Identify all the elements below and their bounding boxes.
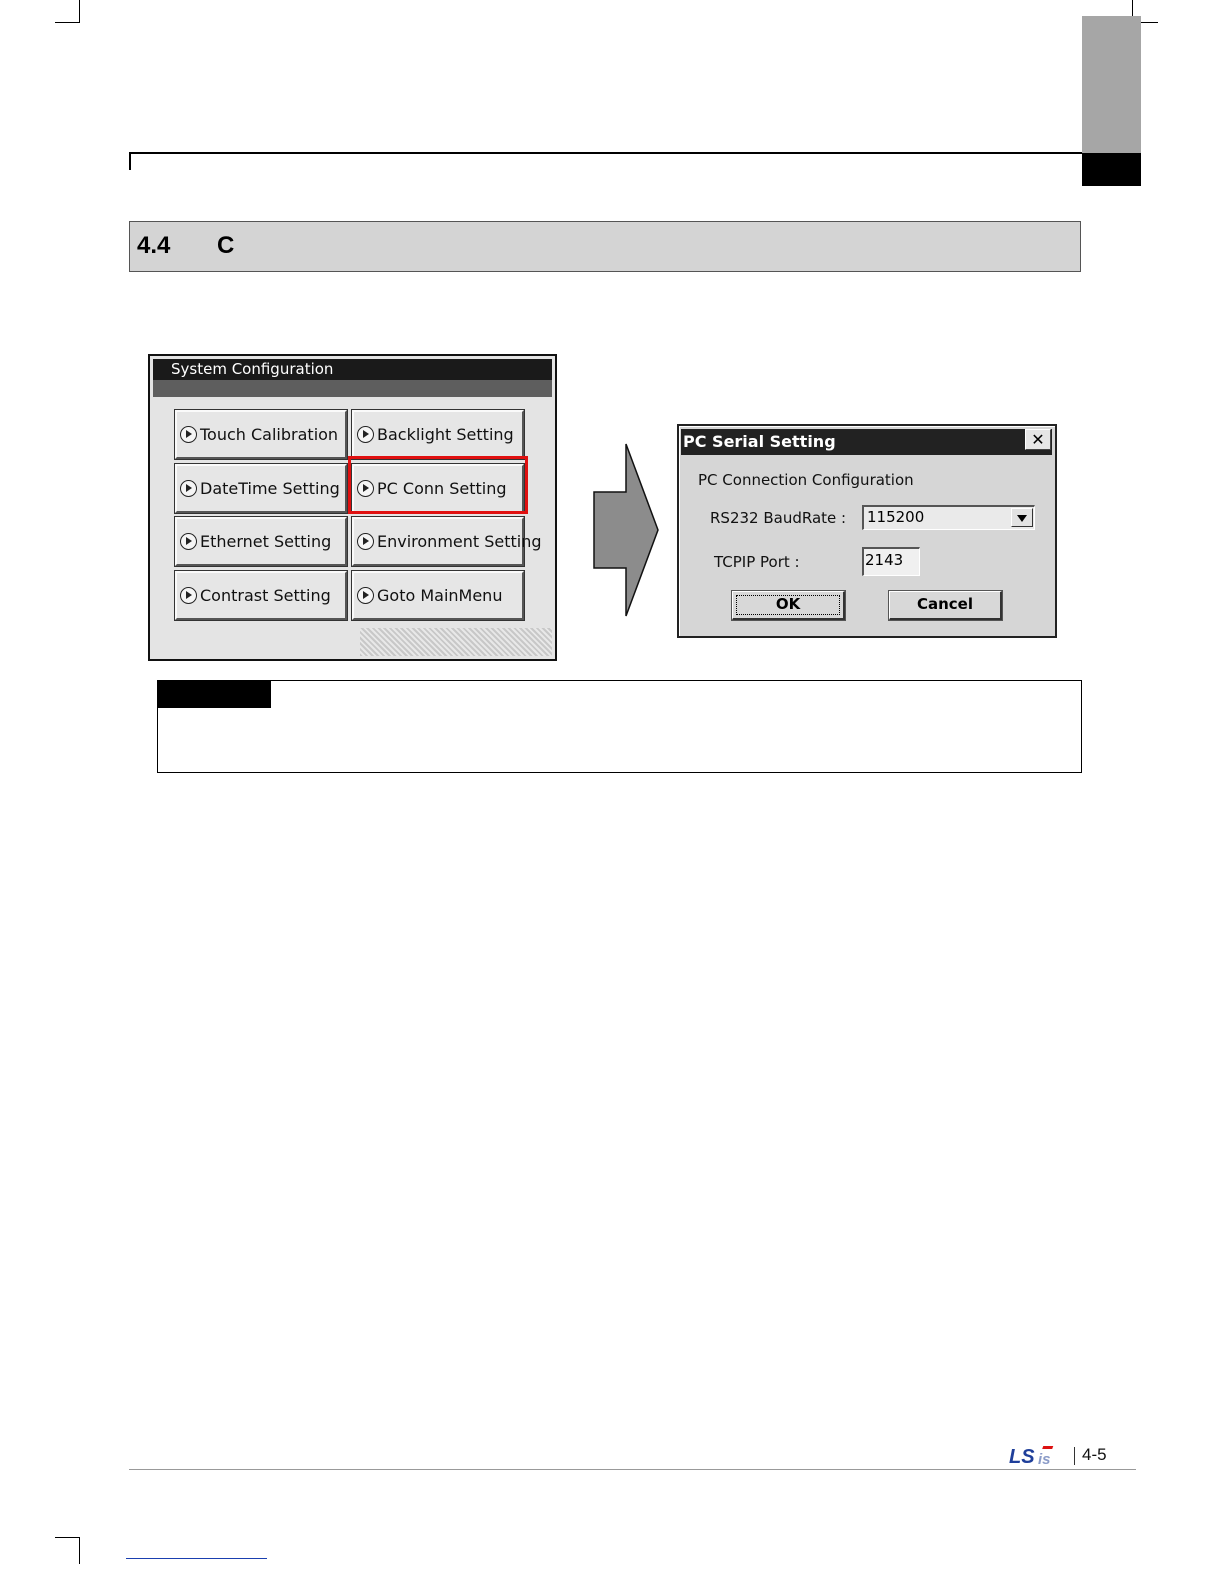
page-number: 4-5 bbox=[1082, 1445, 1107, 1464]
crop-mark-bottom-left-h bbox=[55, 1537, 80, 1538]
system-configuration-window bbox=[148, 354, 557, 661]
button-label: Environment Setting bbox=[377, 532, 542, 551]
note-tag bbox=[158, 681, 271, 708]
baudrate-label: RS232 BaudRate : bbox=[710, 509, 847, 527]
baudrate-value: 115200 bbox=[867, 508, 925, 526]
button-label: Backlight Setting bbox=[377, 425, 514, 444]
datetime-setting-button[interactable] bbox=[175, 464, 347, 513]
crop-mark-top-left-h bbox=[55, 22, 80, 23]
footer-rule bbox=[129, 1469, 1136, 1470]
section-number: 4.4 bbox=[137, 232, 171, 259]
contrast-setting-button[interactable] bbox=[175, 571, 347, 620]
close-icon[interactable]: ✕ bbox=[1025, 429, 1051, 450]
ok-button-label: OK bbox=[775, 595, 801, 613]
section-heading-bar bbox=[129, 221, 1081, 272]
section-title: C bbox=[217, 232, 235, 259]
window-footer-pattern bbox=[360, 628, 552, 656]
button-label: Goto MainMenu bbox=[377, 586, 503, 605]
dialog-title: PC Serial Setting bbox=[681, 429, 1052, 455]
arrow-right-icon bbox=[592, 442, 660, 618]
chapter-tab-marker bbox=[1082, 153, 1141, 186]
button-label: DateTime Setting bbox=[200, 479, 340, 498]
play-circle-icon bbox=[180, 480, 197, 497]
pc-serial-setting-dialog bbox=[677, 424, 1057, 638]
window-title: System Configuration bbox=[153, 359, 552, 380]
button-label: Touch Calibration bbox=[200, 425, 339, 444]
ok-button[interactable] bbox=[732, 591, 845, 620]
ls-is-logo-icon bbox=[1008, 1444, 1072, 1468]
highlight-box bbox=[348, 456, 528, 514]
footer-separator bbox=[1074, 1447, 1075, 1465]
play-circle-icon bbox=[180, 587, 197, 604]
header-rule-tick bbox=[129, 152, 131, 170]
svg-text:LS: LS bbox=[1009, 1446, 1035, 1468]
group-label: PC Connection Configuration bbox=[698, 471, 914, 489]
play-circle-icon bbox=[357, 533, 374, 550]
crop-mark-bottom-left-v bbox=[79, 1537, 80, 1564]
chevron-down-icon[interactable] bbox=[1011, 508, 1033, 527]
chapter-tab bbox=[1082, 16, 1141, 153]
button-label: Ethernet Setting bbox=[200, 532, 332, 551]
goto-mainmenu-button[interactable] bbox=[352, 571, 524, 620]
play-circle-icon bbox=[180, 533, 197, 550]
ethernet-setting-button[interactable] bbox=[175, 517, 347, 566]
window-subbar bbox=[153, 380, 552, 397]
button-label: Contrast Setting bbox=[200, 586, 331, 605]
note-box bbox=[157, 680, 1082, 773]
bottom-link-underline bbox=[126, 1558, 267, 1559]
backlight-setting-button[interactable] bbox=[352, 410, 524, 459]
header-rule bbox=[129, 152, 1082, 154]
play-circle-icon bbox=[357, 587, 374, 604]
svg-text:is: is bbox=[1038, 1451, 1051, 1468]
baudrate-select[interactable] bbox=[862, 505, 1035, 530]
button-label: PC Conn Setting bbox=[377, 479, 507, 498]
focus-ring bbox=[736, 595, 840, 615]
touch-calibration-button[interactable] bbox=[175, 410, 347, 459]
crop-mark-top-left-v bbox=[79, 0, 80, 23]
cancel-button[interactable]: Cancel bbox=[889, 591, 1002, 620]
tcpip-port-input[interactable]: 2143 bbox=[862, 547, 920, 576]
environment-setting-button[interactable] bbox=[352, 517, 542, 566]
play-circle-icon bbox=[180, 426, 197, 443]
tcpip-port-label: TCPIP Port : bbox=[714, 553, 800, 571]
play-circle-icon bbox=[357, 426, 374, 443]
